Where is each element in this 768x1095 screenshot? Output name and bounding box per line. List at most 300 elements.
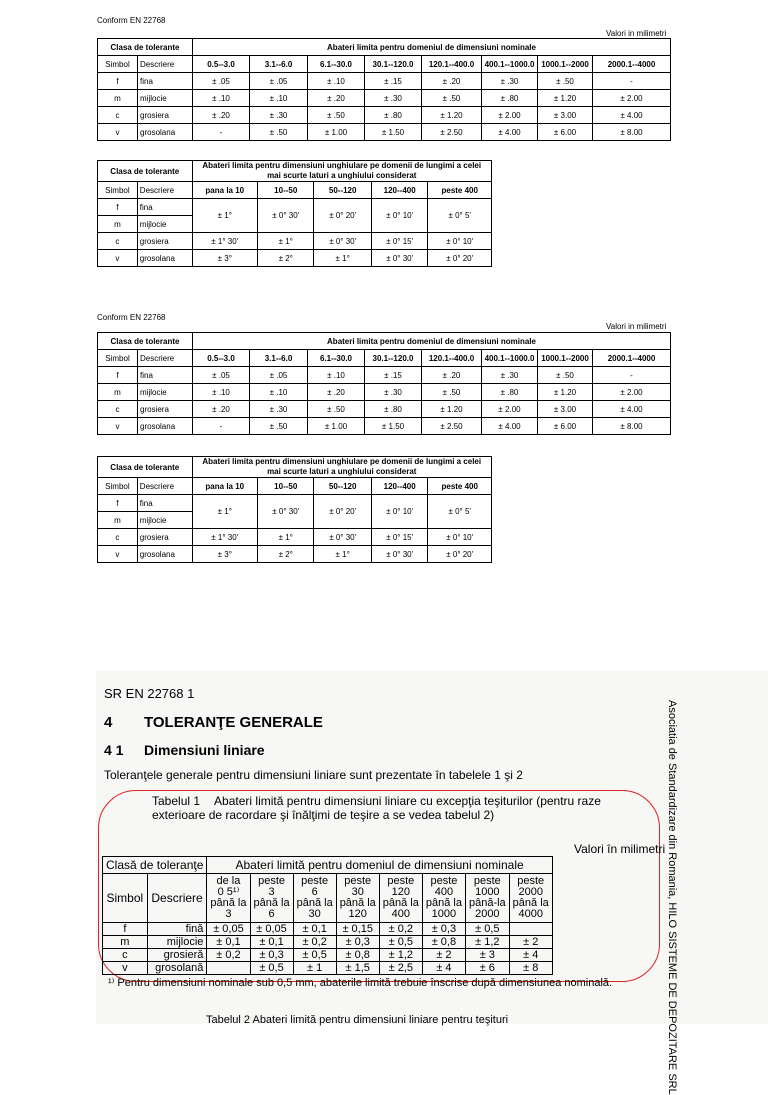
range-label: [207, 874, 250, 923]
class-header: Clasa de tolerante: [98, 333, 193, 350]
range-label: 120--400: [371, 478, 428, 495]
range-label: 2000.1--4000: [593, 56, 671, 73]
standard-number: SR EN 22768 1: [104, 686, 195, 701]
table-caption-text: Abateri limită pentru dimensiuni liniare cu excepţia teşiturilor (pentru raze exterioare de racordare şi înălţimi de teşire a se vedea tabelul 2): [152, 794, 601, 822]
range-line: 120: [348, 908, 367, 920]
tolerance-value: ± .20: [422, 367, 482, 384]
tolerance-value: ± 3°: [192, 546, 258, 563]
table-row: [98, 546, 492, 563]
range-header: Abateri limita pentru domeniul de dimensiuni nominale: [193, 333, 671, 350]
range-label: 0.5--3.0: [193, 56, 250, 73]
range-line: până la: [296, 897, 333, 909]
tolerance-value: ± .20: [193, 107, 250, 124]
tolerance-value: [509, 923, 552, 936]
col-description: Descriere: [147, 874, 207, 923]
tolerance-description: grosiera: [138, 107, 193, 124]
tolerance-value: ± 1.00: [308, 418, 365, 435]
table-row: [98, 384, 671, 401]
tolerance-symbol: f: [98, 199, 138, 216]
tolerance-value: ± 1.50: [365, 124, 422, 141]
tolerance-value: ± .15: [365, 367, 422, 384]
tolerance-value: ± .80: [365, 107, 422, 124]
tolerance-symbol: c: [98, 107, 138, 124]
tolerance-value: ± 1,2: [379, 949, 422, 962]
tolerance-value: ± 0° 5': [428, 495, 492, 529]
range-label: 400.1--1000.0: [482, 350, 538, 367]
table-row: [98, 90, 671, 107]
tolerance-symbol: m: [98, 90, 138, 107]
units-note: Valori in milimetri: [606, 322, 667, 331]
tolerance-value: ± .20: [308, 384, 365, 401]
range-line: 4000: [518, 908, 543, 920]
range-label: [293, 874, 336, 923]
tolerance-value: ± 2.00: [482, 107, 538, 124]
standard-note: Conform EN 22768: [97, 313, 166, 322]
range-line: 30: [351, 886, 364, 898]
tolerance-value: ± .10: [250, 90, 308, 107]
side-stamp-text: Asociatia de Standardizare din Romania, HILO SISTEME DE DEPOZITARE SRL: [666, 700, 678, 1095]
tolerance-description: grosiera: [137, 529, 192, 546]
table-row: [98, 495, 492, 512]
tolerance-value: ± 1.20: [422, 401, 482, 418]
tolerance-value: ± 0° 10': [428, 529, 492, 546]
tolerance-value: ± 0° 30': [314, 233, 371, 250]
col-description: Descriere: [137, 182, 192, 199]
tolerance-symbol: c: [103, 949, 148, 962]
tolerance-value: ± 0,8: [422, 936, 465, 949]
range-label: 1000.1--2000: [538, 350, 593, 367]
tolerance-value: ± 1.00: [308, 124, 365, 141]
tolerance-symbol: c: [98, 401, 138, 418]
table-row: [103, 962, 553, 975]
range-line: până la: [512, 897, 549, 909]
tolerance-value: ± 1: [293, 962, 336, 975]
table-label: Tabelul 1: [152, 794, 201, 808]
tolerance-symbol: v: [98, 124, 138, 141]
tolerance-value: ± 0,5: [379, 936, 422, 949]
table-row: [103, 949, 553, 962]
range-label: 10--50: [258, 478, 314, 495]
tolerance-value: ± 0° 20': [428, 250, 492, 267]
range-label: 3.1--6.0: [250, 350, 308, 367]
tolerance-value: ± .20: [308, 90, 365, 107]
table-row: [103, 923, 553, 936]
tolerance-description: mijlocie: [138, 384, 193, 401]
range-line: 3: [268, 886, 275, 898]
header-row: [103, 857, 553, 874]
tolerance-value: ± 3.00: [538, 401, 593, 418]
range-line: 400: [434, 886, 454, 898]
tolerance-symbol: f: [98, 367, 138, 384]
tolerance-description: grosiera: [138, 401, 193, 418]
tolerance-value: ± 2.00: [593, 90, 671, 107]
range-line: 2000: [475, 908, 500, 920]
section-heading: [104, 714, 323, 731]
tolerance-value: ± 0,2: [293, 936, 336, 949]
tolerance-value: ± .05: [193, 367, 250, 384]
tolerance-value: ± 0,05: [207, 923, 250, 936]
tolerance-value: ± .05: [250, 367, 308, 384]
tolerance-value: -: [593, 73, 671, 90]
angular-tolerance-table: [97, 160, 492, 267]
tolerance-value: ± .50: [422, 90, 482, 107]
tolerance-description: grosolană: [147, 962, 207, 975]
range-line: până la: [382, 897, 419, 909]
tolerance-value: ± 0,2: [207, 949, 250, 962]
tolerance-symbol: v: [98, 546, 138, 563]
tolerance-value: ± 0° 20': [314, 495, 371, 529]
range-line: până la: [425, 897, 462, 909]
tolerance-value: ± 0° 20': [314, 199, 371, 233]
range-line: peste: [473, 875, 501, 887]
tolerance-value: ± 0,1: [250, 936, 293, 949]
range-line: peste: [517, 875, 545, 887]
range-label: [509, 874, 552, 923]
tolerance-value: ± 4.00: [593, 107, 671, 124]
range-label: [465, 874, 509, 923]
tolerance-value: ± .50: [308, 107, 365, 124]
tolerance-value: ± .80: [365, 401, 422, 418]
tolerance-description: grosolana: [138, 418, 193, 435]
range-label: 120.1--400.0: [422, 350, 482, 367]
table-row: [98, 124, 671, 141]
tolerance-description: grosieră: [147, 949, 207, 962]
tolerance-value: ± .30: [482, 367, 538, 384]
tolerance-value: ± 2.00: [482, 401, 538, 418]
angular-title: Abateri limita pentru dimensiuni unghiulare pe domenii de lungimi a celei mai scurte laturi a unghiului considerat: [192, 457, 491, 478]
table-row: [98, 199, 492, 216]
section-title: TOLERANŢE GENERALE: [144, 714, 323, 731]
table-row: [98, 233, 492, 250]
range-label: 50--120: [314, 182, 371, 199]
tolerance-value: ± 1° 30': [192, 529, 258, 546]
range-label: 2000.1--4000: [593, 350, 671, 367]
col-symbol: Simbol: [98, 182, 138, 199]
tolerance-value: ± 6.00: [538, 124, 593, 141]
table-row: [98, 529, 492, 546]
tolerance-value: ± 1°: [314, 546, 371, 563]
range-label: 6.1--30.0: [308, 56, 365, 73]
tolerance-value: ± 2.00: [593, 384, 671, 401]
tolerance-value: ± 0,3: [422, 923, 465, 936]
tolerance-description: fină: [147, 923, 207, 936]
range-label: [379, 874, 422, 923]
range-line: 6: [311, 886, 318, 898]
range-label: [250, 874, 293, 923]
tolerance-value: ± 0° 30': [258, 495, 314, 529]
range-label: 400.1--1000.0: [482, 56, 538, 73]
range-header: Abateri limita pentru domeniul de dimensiuni nominale: [193, 39, 671, 56]
tolerance-description: grosolana: [137, 546, 192, 563]
subheader-row: [98, 56, 671, 73]
class-header: Clasă de toleranţe: [103, 857, 207, 874]
tolerance-value: ± 0,15: [336, 923, 379, 936]
range-label: 0.5--3.0: [193, 350, 250, 367]
tolerance-symbol: m: [98, 384, 138, 401]
tolerance-description: fina: [137, 495, 192, 512]
subheader-row: [98, 182, 492, 199]
tolerance-value: ± 4.00: [482, 124, 538, 141]
tolerance-value: ± 2: [509, 936, 552, 949]
tolerance-value: ± .30: [250, 401, 308, 418]
range-line: peste: [387, 875, 415, 887]
tolerance-value: ± 0,5: [293, 949, 336, 962]
tolerance-value: ± 8.00: [593, 418, 671, 435]
range-line: peste: [344, 875, 372, 887]
tolerance-symbol: m: [98, 512, 138, 529]
tolerance-value: ± 0° 30': [371, 250, 428, 267]
col-symbol: Simbol: [98, 350, 138, 367]
subheader-row: [98, 350, 671, 367]
tolerance-value: ± 1°: [258, 529, 314, 546]
table-caption: [152, 794, 622, 822]
tolerance-value: ± 0,3: [250, 949, 293, 962]
tolerance-value: ± .10: [308, 73, 365, 90]
col-symbol: Simbol: [103, 874, 148, 923]
tolerance-value: ± .10: [193, 90, 250, 107]
class-header: Clasa de tolerante: [98, 161, 193, 182]
footnote: ¹⁾ Pentru dimensiuni nominale sub 0,5 mm, abaterile limită trebuie înscrise după dimensiunea nominală.: [108, 977, 613, 989]
tolerance-value: ± 1°: [192, 495, 258, 529]
range-label: 30.1--120.0: [365, 350, 422, 367]
range-line: 1000: [475, 886, 500, 898]
tolerance-value: ± 0,5: [465, 923, 509, 936]
tolerance-value: ± 4.00: [593, 401, 671, 418]
tolerance-value: ± 2°: [258, 250, 314, 267]
tolerance-value: ± 0,1: [293, 923, 336, 936]
range-line: 400: [391, 908, 410, 920]
range-line: de la: [216, 875, 241, 887]
tolerance-symbol: f: [98, 495, 138, 512]
tolerance-value: ± 0,2: [379, 923, 422, 936]
tolerance-value: ± 8: [509, 962, 552, 975]
tolerance-description: fina: [138, 73, 193, 90]
col-description: Descriere: [138, 56, 193, 73]
col-description: Descriere: [137, 478, 192, 495]
tolerance-value: ± 3°: [192, 250, 258, 267]
range-line: peste: [301, 875, 329, 887]
tolerance-value: ± .30: [250, 107, 308, 124]
range-label: 120--400: [371, 182, 428, 199]
tolerance-value: ± 8.00: [593, 124, 671, 141]
subheader-row: [103, 874, 553, 923]
angular-title: Abateri limita pentru dimensiuni unghiulare pe domenii de lungimi a celei mai scurte laturi a unghiului considerat: [192, 161, 491, 182]
tolerance-value: ± 2: [422, 949, 465, 962]
tolerance-description: grosolana: [138, 124, 193, 141]
range-line: 120: [391, 886, 410, 898]
tolerance-symbol: v: [98, 418, 138, 435]
table-row: [98, 418, 671, 435]
table-row: [98, 401, 671, 418]
range-label: 10--50: [258, 182, 314, 199]
table-row: [98, 73, 671, 90]
tolerance-value: ± .80: [482, 384, 538, 401]
tolerance-value: ± 0,1: [207, 936, 250, 949]
tolerance-description: grosiera: [137, 233, 192, 250]
range-line: 1000: [431, 908, 457, 920]
range-line: 30: [308, 908, 321, 920]
range-label: 1000.1--2000: [538, 56, 593, 73]
range-label: [422, 874, 465, 923]
subsection-heading: [104, 742, 265, 758]
range-label: peste 400: [428, 182, 492, 199]
tolerance-description: mijlocie: [137, 512, 192, 529]
tolerance-value: ± .20: [422, 73, 482, 90]
range-line: peste: [258, 875, 285, 887]
tolerance-value: ± 6: [465, 962, 509, 975]
intro-text: Toleranţele generale pentru dimensiuni liniare sunt prezentate în tabelele 1 şi 2: [104, 768, 523, 782]
header-row: [98, 333, 671, 350]
tolerance-symbol: f: [103, 923, 148, 936]
header-row: [98, 39, 671, 56]
tolerance-value: ± 0° 30': [314, 529, 371, 546]
tolerance-value: ± 1° 30': [192, 233, 258, 250]
section-number: 4: [104, 714, 113, 731]
tolerance-value: ± .50: [250, 124, 308, 141]
tolerance-value: ± 0,3: [336, 936, 379, 949]
tolerance-symbol: m: [103, 936, 148, 949]
tolerance-value: ± .50: [250, 418, 308, 435]
tolerance-symbol: c: [98, 233, 138, 250]
units-note: Valori în milimetri: [574, 842, 666, 856]
tolerance-description: grosolana: [137, 250, 192, 267]
table-row: [98, 250, 492, 267]
tolerance-value: ± 0,8: [336, 949, 379, 962]
tolerance-symbol: c: [98, 529, 138, 546]
range-line: peste: [430, 875, 458, 887]
tolerance-value: ± .10: [193, 384, 250, 401]
range-label: 6.1--30.0: [308, 350, 365, 367]
range-label: 50--120: [314, 478, 371, 495]
range-line: 6: [268, 908, 275, 920]
tolerance-value: ± 2°: [258, 546, 314, 563]
tolerance-description: fina: [138, 367, 193, 384]
tolerance-value: ± 0° 10': [428, 233, 492, 250]
tolerance-value: ± 0° 30': [371, 546, 428, 563]
subheader-row: [98, 478, 492, 495]
tolerance-symbol: v: [103, 962, 148, 975]
standard-note: Conform EN 22768: [97, 16, 166, 25]
range-line: 3: [225, 908, 232, 920]
tolerance-value: ± .30: [365, 90, 422, 107]
range-label: 120.1--400.0: [422, 56, 482, 73]
class-header: Clasa de tolerante: [98, 457, 193, 478]
tolerance-value: ± .50: [308, 401, 365, 418]
tolerance-value: ± .15: [365, 73, 422, 90]
range-label: 3.1--6.0: [250, 56, 308, 73]
tolerance-value: ± .05: [193, 73, 250, 90]
tolerance-description: mijlocie: [147, 936, 207, 949]
col-description: Descriere: [138, 350, 193, 367]
tolerance-value: ± 4.00: [482, 418, 538, 435]
tolerance-value: ± 1,2: [465, 936, 509, 949]
tolerance-value: ± 1.20: [538, 384, 593, 401]
col-symbol: Simbol: [98, 56, 138, 73]
range-line: până la: [339, 897, 376, 909]
tolerance-symbol: m: [98, 216, 138, 233]
tolerance-value: ± 0° 5': [428, 199, 492, 233]
tolerance-value: ± .50: [422, 384, 482, 401]
tolerance-value: -: [193, 418, 250, 435]
tolerance-value: ± .30: [365, 384, 422, 401]
subsection-number: 4 1: [104, 742, 124, 758]
tolerance-value: ± 0° 10': [371, 199, 428, 233]
linear-tolerance-table: [97, 38, 671, 141]
tolerance-symbol: v: [98, 250, 138, 267]
tolerance-value: ± 0° 30': [258, 199, 314, 233]
tolerance-value: ± .80: [482, 90, 538, 107]
scan-linear-table: [102, 856, 553, 975]
tolerance-value: ± 2.50: [422, 124, 482, 141]
col-symbol: Simbol: [98, 478, 138, 495]
tolerance-value: [207, 962, 250, 975]
tolerance-value: ± 1.20: [422, 107, 482, 124]
tolerance-value: ± .50: [538, 367, 593, 384]
range-label: [336, 874, 379, 923]
tolerance-value: ± 4: [509, 949, 552, 962]
units-note: Valori in milimetri: [606, 29, 667, 38]
tolerance-value: ± 4: [422, 962, 465, 975]
tolerance-symbol: f: [98, 73, 138, 90]
tolerance-description: mijlocie: [138, 90, 193, 107]
tolerance-value: ± 0,5: [250, 962, 293, 975]
tolerance-value: ± .50: [538, 73, 593, 90]
table-row: [98, 367, 671, 384]
tolerance-value: ± 1°: [258, 233, 314, 250]
linear-tolerance-table: [97, 332, 671, 435]
range-line: 0 5¹⁾: [217, 886, 240, 898]
tolerance-value: ± .10: [250, 384, 308, 401]
tolerance-description: mijlocie: [137, 216, 192, 233]
tolerance-value: ± 3.00: [538, 107, 593, 124]
tolerance-value: ± .30: [482, 73, 538, 90]
tolerance-value: ± 1.20: [538, 90, 593, 107]
tolerance-value: -: [593, 367, 671, 384]
angular-tolerance-table: [97, 456, 492, 563]
header-row: [98, 161, 492, 182]
tolerance-value: ± 2.50: [422, 418, 482, 435]
tolerance-value: ± .10: [308, 367, 365, 384]
range-line: până la: [253, 897, 290, 909]
side-stamp: [666, 700, 680, 1095]
header-row: [98, 457, 492, 478]
next-table-caption: Tabelul 2 Abateri limită pentru dimensiuni liniare pentru teşituri: [206, 1014, 509, 1026]
range-line: până la: [210, 897, 247, 909]
range-line: 2000: [518, 886, 543, 898]
class-header: Clasa de tolerante: [98, 39, 193, 56]
table-row: [98, 107, 671, 124]
tolerance-value: ± 0° 15': [371, 529, 428, 546]
range-label: 30.1--120.0: [365, 56, 422, 73]
range-line: până-la: [468, 897, 506, 909]
tolerance-value: ± 2,5: [379, 962, 422, 975]
tolerance-value: ± 1,5: [336, 962, 379, 975]
tolerance-value: -: [193, 124, 250, 141]
tolerance-value: ± 0° 20': [428, 546, 492, 563]
tolerance-value: ± 0,05: [250, 923, 293, 936]
range-label: pana la 10: [192, 478, 258, 495]
tolerance-value: ± 1°: [192, 199, 258, 233]
table-row: [103, 936, 553, 949]
range-label: peste 400: [428, 478, 492, 495]
tolerance-value: ± 1°: [314, 250, 371, 267]
tolerance-description: fina: [137, 199, 192, 216]
subsection-title: Dimensiuni liniare: [144, 742, 265, 758]
range-header: Abateri limită pentru domeniul de dimensiuni nominale: [207, 857, 552, 874]
tolerance-value: ± 0° 10': [371, 495, 428, 529]
tolerance-value: ± 0° 15': [371, 233, 428, 250]
tolerance-value: ± 3: [465, 949, 509, 962]
